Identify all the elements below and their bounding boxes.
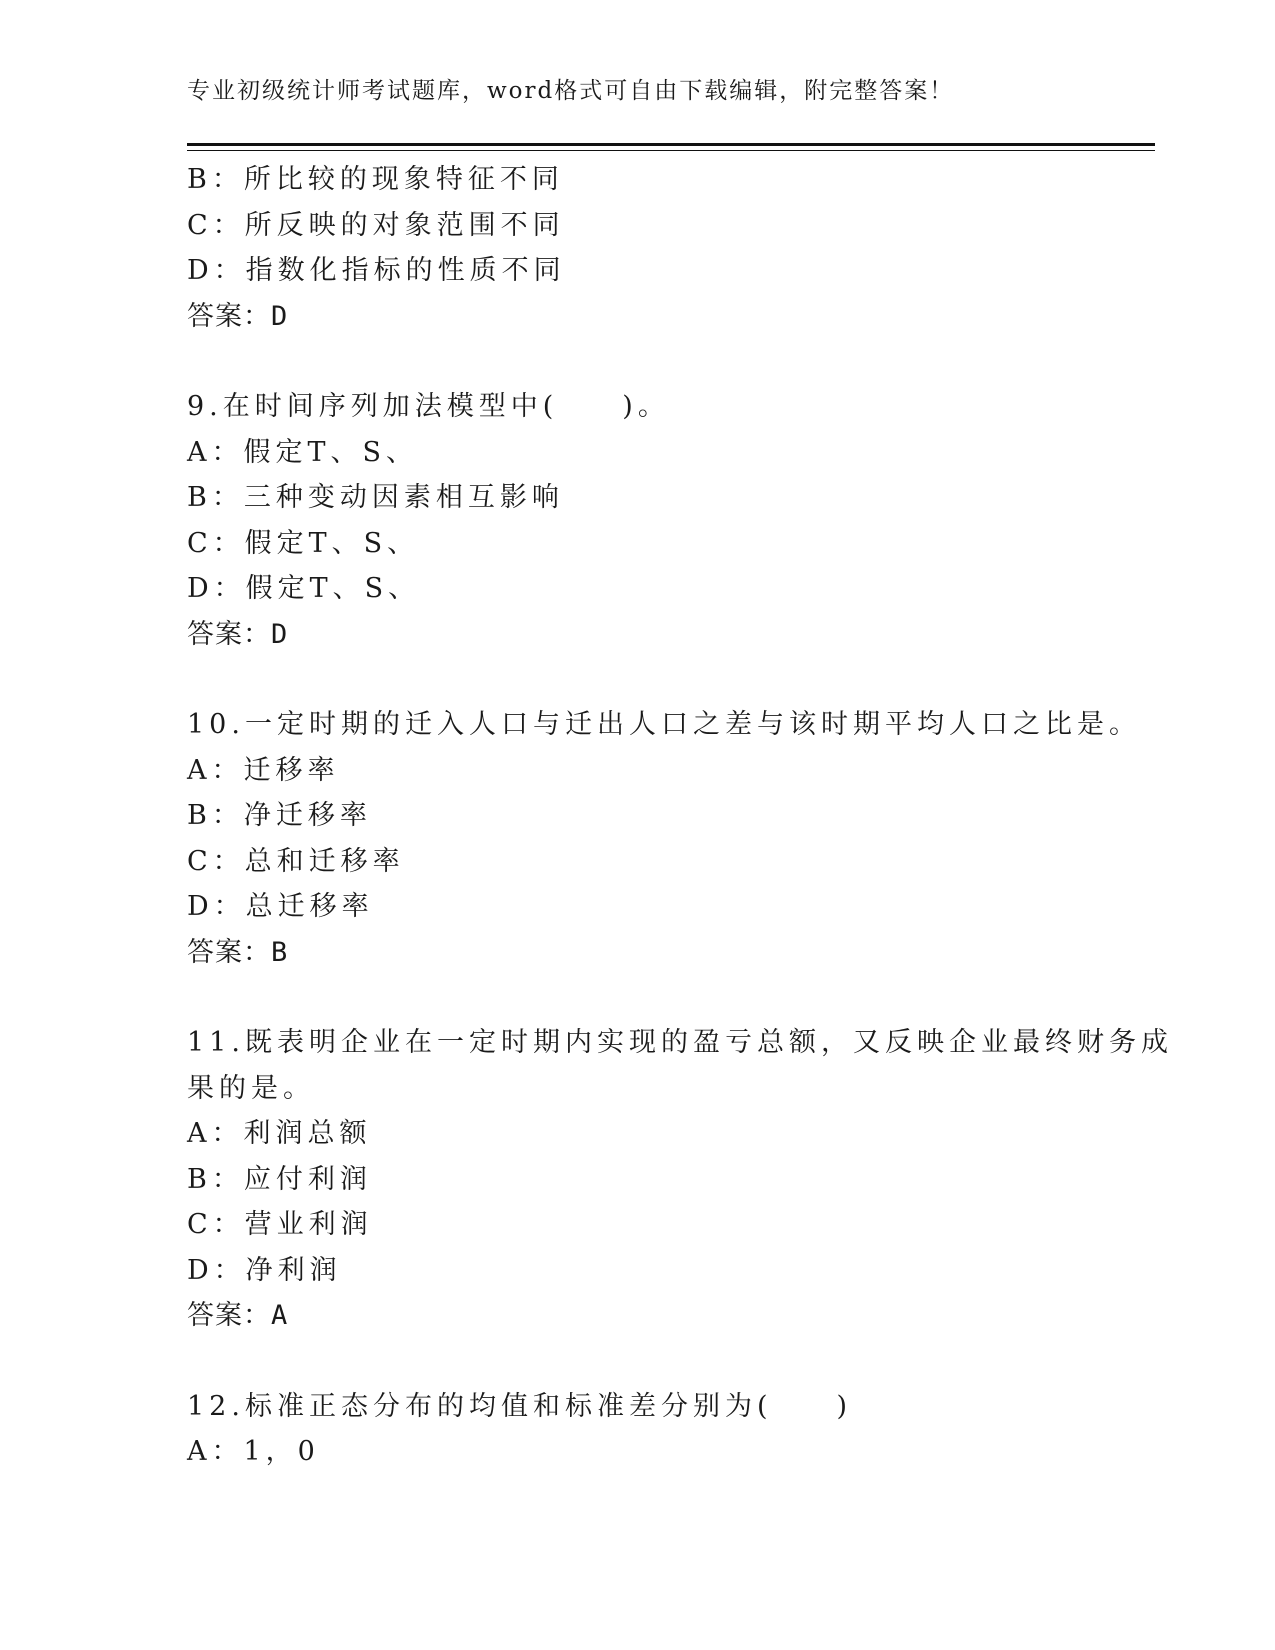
page-header: 专业初级统计师考试题库，word格式可自由下载编辑，附完整答案！	[187, 78, 955, 104]
header-rule-thin	[187, 150, 1155, 151]
option-d: D：净利润	[187, 1254, 342, 1286]
answer-line	[187, 1293, 1087, 1339]
option-b: B：所比较的现象特征不同	[187, 164, 564, 195]
option-c: C：营业利润	[187, 1209, 373, 1240]
answer-value: D	[271, 618, 289, 650]
option-d: D：假定T、S、	[187, 573, 421, 604]
spacer	[187, 975, 1087, 1020]
option-c: C：总和迁移率	[187, 845, 405, 877]
option-d: D：总迁移率	[187, 891, 374, 922]
question-10	[187, 702, 1141, 975]
option-b: B：三种变动因素相互影响	[187, 482, 564, 513]
question-title: 10.一定时期的迁入人口与迁出人口之差与该时期平均人口之比是。	[187, 709, 1141, 740]
option-a: A：假定T、S、	[187, 436, 419, 468]
header-rule-thick	[187, 143, 1155, 146]
answer-line	[187, 930, 1087, 976]
spacer	[187, 1339, 1087, 1384]
option-c: C：假定T、S、	[187, 527, 420, 559]
option-b: B：净迁移率	[187, 800, 372, 831]
question-title-line-2: 果的是。	[187, 1072, 315, 1104]
question-11	[187, 1020, 1173, 1339]
question-content	[187, 157, 1173, 1475]
question-8-tail	[187, 157, 1087, 339]
option-c: C：所反映的对象范围不同	[187, 209, 565, 241]
spacer	[187, 657, 1087, 702]
option-a: A：利润总额	[187, 1118, 372, 1149]
answer-label: 答案：	[187, 936, 271, 968]
question-title-line-1: 11.既表明企业在一定时期内实现的盈亏总额，又反映企业最终财务成	[187, 1027, 1173, 1058]
answer-line	[187, 612, 1087, 658]
answer-label: 答案：	[187, 300, 271, 332]
answer-value: A	[271, 1300, 289, 1331]
question-title: 9.在时间序列加法模型中( )。	[187, 391, 670, 422]
option-d: D：指数化指标的性质不同	[187, 255, 566, 286]
option-a: A：1，0	[187, 1436, 320, 1467]
question-title: 12.标准正态分布的均值和标准差分别为( )	[187, 1390, 853, 1422]
answer-line	[187, 294, 1087, 340]
question-12	[187, 1384, 1087, 1475]
answer-value: B	[271, 936, 289, 968]
answer-label: 答案：	[187, 618, 271, 650]
option-b: B：应付利润	[187, 1163, 372, 1195]
answer-value: D	[271, 300, 289, 332]
option-a: A：迁移率	[187, 754, 340, 786]
spacer	[187, 339, 1087, 384]
question-9	[187, 384, 1087, 657]
answer-label: 答案：	[187, 1300, 271, 1331]
